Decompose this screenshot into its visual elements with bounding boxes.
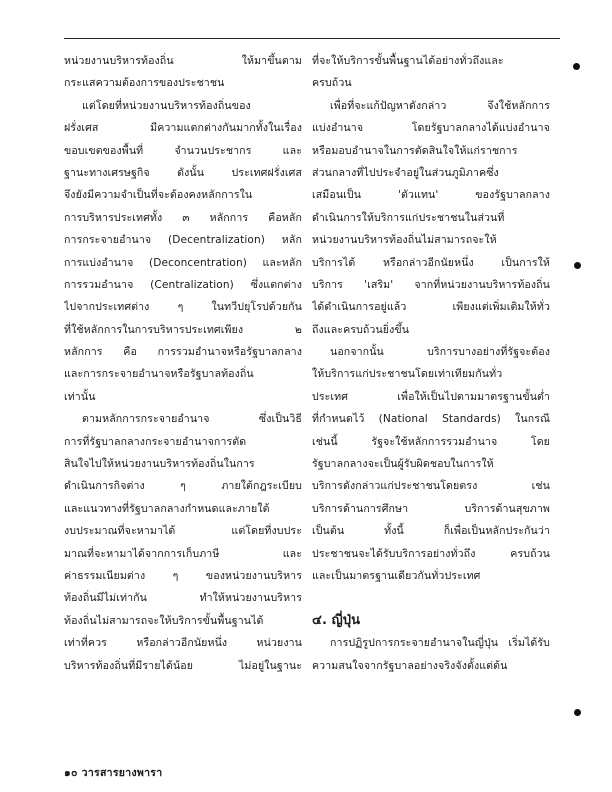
right-text-line: เป็นต้น ทั้งนี้ ก็เพื่อเป็นหลักประกันว่า <box>312 525 550 538</box>
right-text-line: หน่วยงานบริหารท้องถิ่นไม่สามารถจะให้ <box>312 234 497 247</box>
right-text-line: บริการ 'เสริม' จากที่หน่วยงานบริหารท้องถิ่น <box>312 278 550 291</box>
right-text-column <box>312 50 550 677</box>
right-text-line: บริการด้านการศึกษา บริการด้านสุขภาพ <box>312 502 550 515</box>
left-text-line: เท่าที่ควร หรือกล่าวอีกนัยหนึ่ง หน่วยงาน <box>64 637 302 650</box>
right-text-line: ครบถ้วน <box>312 77 352 90</box>
right-text-line: แบ่งอำนาจ โดยรัฐบาลกลางได้แบ่งอำนาจ <box>312 122 550 135</box>
right-text-line: นอกจากนั้น บริการบางอย่างที่รัฐจะต้อง <box>330 346 550 359</box>
left-text-line: ขอบเขตของพื้นที่ จำนวนประชากร และ <box>64 144 302 157</box>
left-text-line: งบประมาณที่จะหามาได้ แต่โดยที่งบประ <box>64 525 302 538</box>
left-text-line: ท้องถิ่นไม่สามารถจะให้บริการขั้นพื้นฐานได้ <box>64 614 264 627</box>
left-text-line: หน่วยงานบริหารท้องถิ่น ให้มาขึ้นตาม <box>64 55 302 67</box>
right-text-line: ประเทศ เพื่อให้เป็นไปตามมาตรฐานขั้นต่ำ <box>312 390 550 403</box>
right-text-line: บริการได้ หรือกล่าวอีกนัยหนึ่ง เป็นการให้ <box>312 256 550 269</box>
left-text-column <box>64 50 302 677</box>
left-text-line: และการกระจายอำนาจหรือรัฐบาลท้องถิ่น <box>64 368 254 381</box>
right-text-line: ที่กำหนดไว้ (National Standards) ในกรณี <box>312 413 550 426</box>
right-text-line: ส่วนกลางที่ไปประจำอยู่ในส่วนภูมิภาคซึ่ง <box>312 166 499 179</box>
left-text-line: ตามหลักการกระจายอำนาจ ซึ่งเป็นวิธี <box>82 413 302 426</box>
right-text-line <box>312 587 550 609</box>
left-text-line: บริหารท้องถิ่นที่มีรายได้น้อย ไม่อยู่ในฐานะ <box>64 659 302 672</box>
binding-hole-mark <box>574 262 581 269</box>
right-text-line: และเป็นมาตรฐานเดียวกันทั่วประเทศ <box>312 569 481 582</box>
left-text-line: สินใจไปให้หน่วยงานบริหารท้องถิ่นในการ <box>64 458 255 471</box>
right-text-line: ดำเนินการให้บริการแก่ประชาชนในส่วนที่ <box>312 211 505 224</box>
right-text-line: เสมือนเป็น 'ตัวแทน' ของรัฐบาลกลาง <box>312 189 550 202</box>
right-text-line: หรือมอบอำนาจในการตัดสินใจให้แก่ราชการ <box>312 144 518 157</box>
left-text-line: ท้องถิ่นมีไม่เท่ากัน ทำให้หน่วยงานบริหาร <box>64 592 302 605</box>
left-text-line: หลักการ คือ การรวมอำนาจหรือรัฐบาลกลาง <box>64 346 302 359</box>
binding-hole-mark <box>573 63 580 70</box>
left-text-line: การกระจายอำนาจ (Decentralization) หลัก <box>64 234 302 247</box>
header-rule <box>64 38 560 39</box>
left-text-line: และแนวทางที่รัฐบาลกลางกำหนดและภายใต้ <box>64 502 270 515</box>
right-text-line: การปฏิรูปการกระจายอำนาจในญี่ปุ่น เริ่มได้รับ <box>330 637 550 650</box>
right-text-line: บริการดังกล่าวแก่ประชาชนโดยตรง เช่น <box>312 480 550 493</box>
left-text-line: มาณที่จะหามาได้จากการเก็บภาษี และ <box>64 547 302 560</box>
left-text-line: การรวมอำนาจ (Centralization) ซึ่งแตกต่าง <box>64 278 302 291</box>
left-text-line: กระแสความต้องการของประชาชน <box>64 77 225 90</box>
right-text-line: รัฐบาลกลางจะเป็นผู้รับผิดชอบในการให้ <box>312 458 494 471</box>
page-footer: ๑๐ วารสารยางพารา <box>64 767 163 779</box>
right-text-line: เพื่อที่จะแก้ปัญหาดังกล่าว จึงใช้หลักการ <box>330 99 550 112</box>
right-text-line: ความสนใจจากรัฐบาลอย่างจริงจังตั้งแต่ต้น <box>312 659 508 672</box>
left-text-line: ค่าธรรมเนียมต่าง ๆ ของหน่วยงานบริหาร <box>64 569 302 582</box>
left-text-line: ฝรั่งเศส มีความแตกต่างกันมากทั้งในเรื่อง <box>64 122 302 135</box>
left-text-line: ไปจากประเทศต่าง ๆ ในทวีปยุโรปด้วยกัน <box>64 301 302 314</box>
right-text-line: ถึงและครบถ้วนยิ่งขึ้น <box>312 323 410 336</box>
left-text-line: เท่านั้น <box>64 390 96 403</box>
binding-hole-mark <box>574 709 581 716</box>
right-text-line: ได้ดำเนินการอยู่แล้ว เพียงแต่เพิ่มเติมให้ทั่ว <box>312 301 550 314</box>
left-text-line: ดำเนินการกิจต่าง ๆ ภายใต้กฎระเบียบ <box>64 480 302 493</box>
left-text-line: การบริหารประเทศทั้ง ๓ หลักการ คือหลัก <box>64 211 302 224</box>
right-text-line: ให้บริการแก่ประชาชนโดยเท่าเทียมกันทั่ว <box>312 368 503 381</box>
left-text-line: ฐานะทางเศรษฐกิจ ดังนั้น ประเทศฝรั่งเศส <box>64 166 302 179</box>
section-heading: ๔. ญี่ปุ่น <box>312 612 361 628</box>
left-text-line: ที่ใช้หลักการในการบริหารประเทศเพียง ๒ <box>64 323 302 336</box>
left-text-line: จึงยังมีความจำเป็นที่จะต้องคงหลักการใน <box>64 189 253 202</box>
left-text-line: การที่รัฐบาลกลางกระจายอำนาจการตัด <box>64 435 247 448</box>
right-text-line: ที่จะให้บริการขั้นพื้นฐานได้อย่างทั่วถึงและ <box>312 55 504 67</box>
right-text-line: เช่นนี้ รัฐจะใช้หลักการรวมอำนาจ โดย <box>312 435 550 448</box>
left-text-line: การแบ่งอำนาจ (Deconcentration) และหลัก <box>64 256 302 269</box>
right-text-line: ประชาชนจะได้รับบริการอย่างทั่วถึง ครบถ้วน <box>312 547 550 560</box>
left-text-line: แต่โดยที่หน่วยงานบริหารท้องถิ่นของ <box>82 99 251 112</box>
